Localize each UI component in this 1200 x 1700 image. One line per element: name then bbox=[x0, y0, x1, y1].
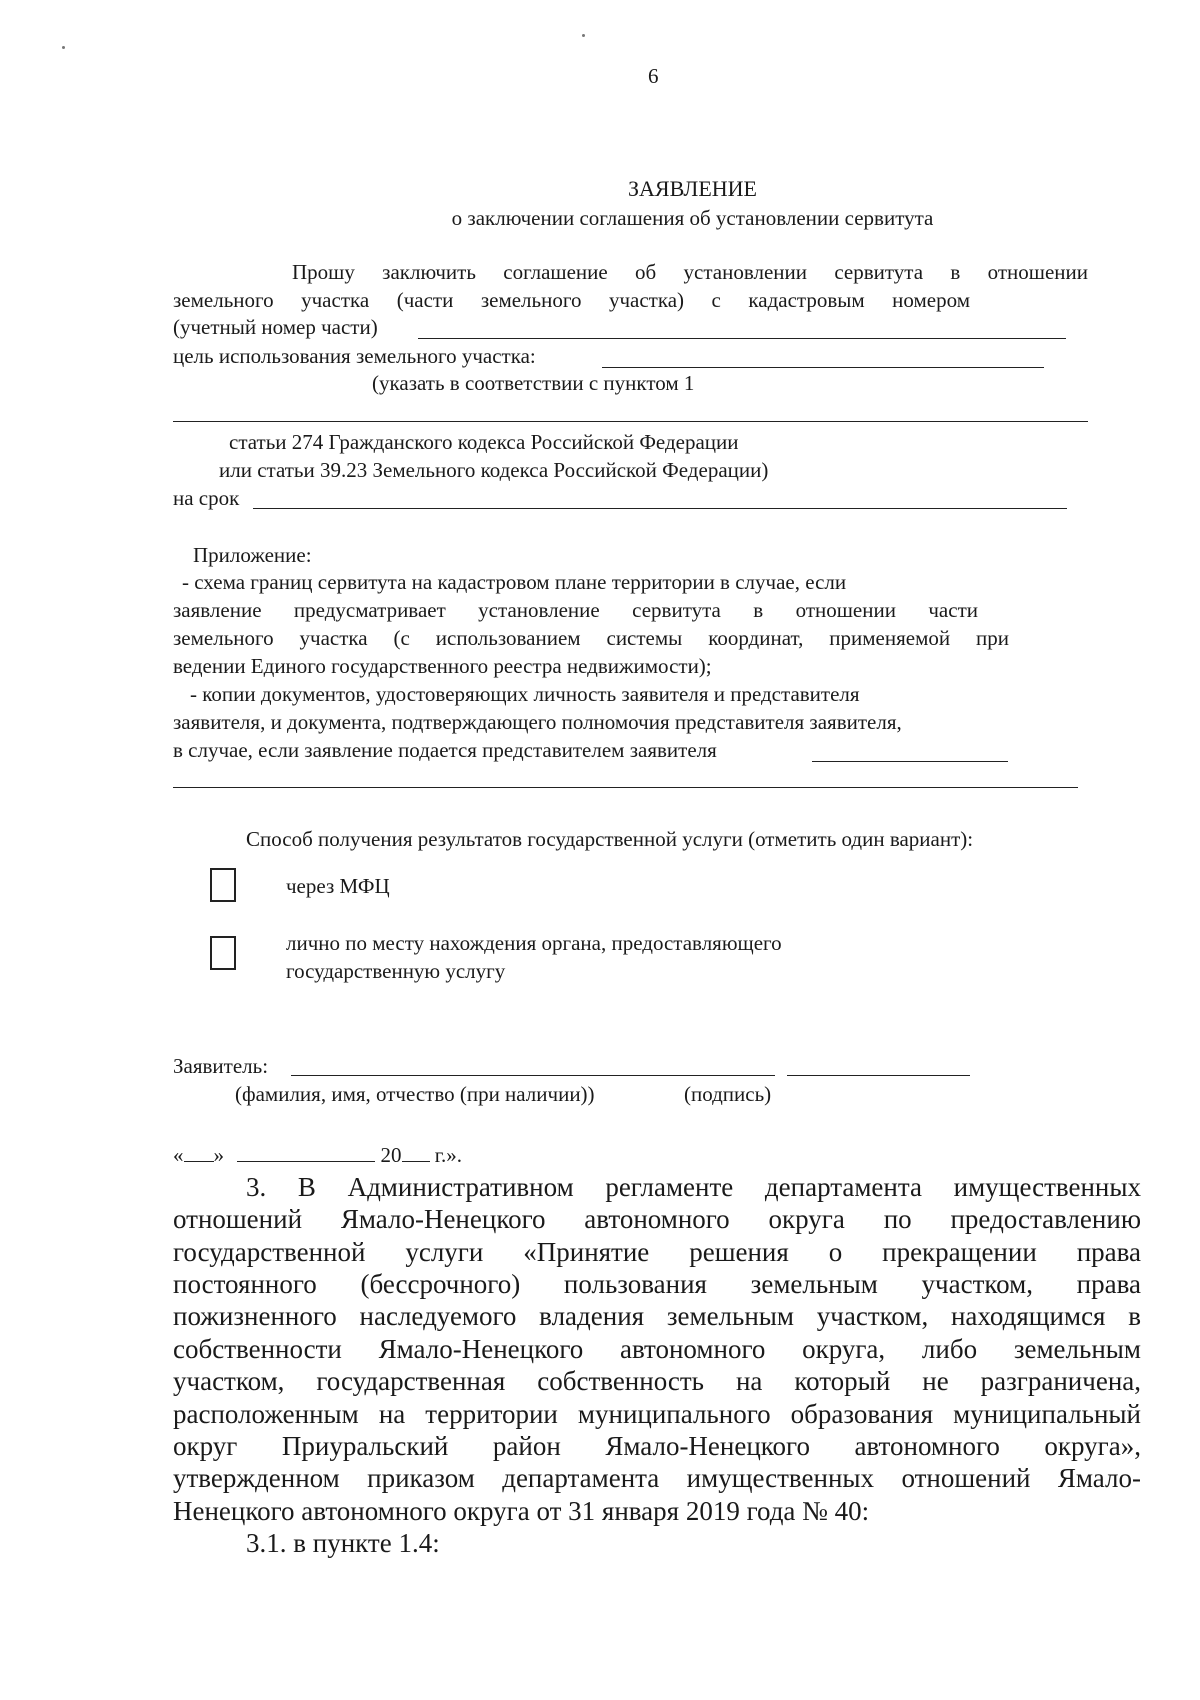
date-day-field[interactable] bbox=[184, 1160, 214, 1162]
attachment-line: заявителя, и документа, подтверждающего полномочия представителя заявителя, bbox=[173, 710, 902, 734]
amendment-line: Ненецкого автономного округа от 31 января 2019 года № 40: bbox=[173, 1496, 870, 1526]
attachment-line: - копии документов, удостоверяющих личность заявителя и представителя bbox=[190, 682, 860, 706]
attachment-line: заявление предусматривает установление сервитута в отношении части bbox=[173, 598, 978, 622]
amendment-line: постоянного (бессрочного) пользования земельным участком, права bbox=[173, 1269, 1141, 1299]
request-line-1: Прошу заключить соглашение об установлении сервитута в отношении bbox=[292, 260, 1088, 284]
date-month-field[interactable] bbox=[237, 1160, 375, 1162]
part-number-label: (учетный номер части) bbox=[173, 315, 378, 339]
option-mfc-label: через МФЦ bbox=[286, 874, 390, 898]
option-inperson-checkbox[interactable] bbox=[210, 936, 236, 970]
part-number-field[interactable] bbox=[418, 338, 1066, 339]
form-subtitle: о заключении соглашения об установлении сервитута bbox=[451, 206, 934, 230]
purpose-field-continuation[interactable] bbox=[173, 421, 1088, 422]
attachment-line: в случае, если заявление подается представителем заявителя bbox=[173, 738, 717, 762]
amendment-line: отношений Ямало-Ненецкого автономного округа по предоставлению bbox=[173, 1204, 1141, 1234]
term-field[interactable] bbox=[253, 508, 1067, 509]
applicant-name-field[interactable] bbox=[291, 1075, 775, 1076]
attachment-heading: Приложение: bbox=[193, 543, 312, 567]
option-mfc-checkbox[interactable] bbox=[210, 868, 236, 902]
attachment-field-continuation[interactable] bbox=[173, 787, 1078, 788]
applicant-label: Заявитель: bbox=[173, 1054, 269, 1078]
representative-field[interactable] bbox=[812, 761, 1008, 762]
date-suffix: г.». bbox=[434, 1143, 462, 1167]
purpose-field[interactable] bbox=[602, 367, 1044, 368]
amendment-line: участком, государственная собственность на который не разграничена, bbox=[173, 1366, 1141, 1396]
purpose-label: цель использования земельного участка: bbox=[173, 344, 536, 368]
date-year-prefix: 20 bbox=[380, 1143, 402, 1167]
applicant-signature-field[interactable] bbox=[787, 1075, 970, 1076]
amendment-line: утвержденном приказом департамента имущественных отношений Ямало- bbox=[173, 1463, 1141, 1493]
amendment-line: собственности Ямало-Ненецкого автономного округа, либо земельным bbox=[173, 1334, 1141, 1364]
purpose-hint-1: (указать в соответствии с пунктом 1 bbox=[372, 371, 695, 395]
attachment-line: ведении Единого государственного реестра недвижимости); bbox=[173, 654, 712, 678]
scan-speck bbox=[582, 34, 585, 37]
option-inperson-label-2: государственную услугу bbox=[286, 959, 506, 983]
purpose-hint-3: или статьи 39.23 Земельного кодекса Российской Федерации) bbox=[219, 458, 769, 482]
date-line bbox=[173, 1141, 462, 1169]
attachment-line: земельного участка (с использованием системы координат, применяемой при bbox=[173, 626, 1009, 650]
applicant-name-hint: (фамилия, имя, отчество (при наличии)) bbox=[235, 1082, 595, 1106]
amendment-line: округ Приуральский район Ямало-Ненецкого автономного округа», bbox=[173, 1431, 1141, 1461]
option-inperson-label-1: лично по месту нахождения органа, предоставляющего bbox=[286, 931, 782, 955]
amendment-line: государственной услуги «Принятие решения о прекращении права bbox=[173, 1237, 1141, 1267]
date-year-field[interactable] bbox=[402, 1160, 430, 1162]
amendment-line: пожизненного наследуемого владения земельным участком, находящимся в bbox=[173, 1301, 1141, 1331]
amendment-line: расположенным на территории муниципального образования муниципальный bbox=[173, 1399, 1141, 1429]
amendment-subpoint: 3.1. в пункте 1.4: bbox=[246, 1528, 440, 1558]
request-line-2: земельного участка (части земельного участка) с кадастровым номером bbox=[173, 288, 970, 312]
applicant-signature-hint: (подпись) bbox=[684, 1082, 772, 1106]
date-open-quote: « bbox=[173, 1143, 184, 1167]
form-title: ЗАЯВЛЕНИЕ bbox=[628, 176, 757, 201]
attachment-line: - схема границ сервитута на кадастровом плане территории в случае, если bbox=[182, 570, 847, 594]
purpose-hint-2: статьи 274 Гражданского кодекса Российской Федерации bbox=[229, 430, 739, 454]
page-number: 6 bbox=[648, 64, 659, 88]
term-label: на срок bbox=[173, 486, 240, 510]
amendment-line: 3. В Административном регламенте департамента имущественных bbox=[246, 1172, 1141, 1202]
delivery-heading: Способ получения результатов государственной услуги (отметить один вариант): bbox=[246, 827, 974, 851]
date-close-quote: » bbox=[213, 1143, 224, 1167]
scan-speck bbox=[62, 46, 65, 49]
